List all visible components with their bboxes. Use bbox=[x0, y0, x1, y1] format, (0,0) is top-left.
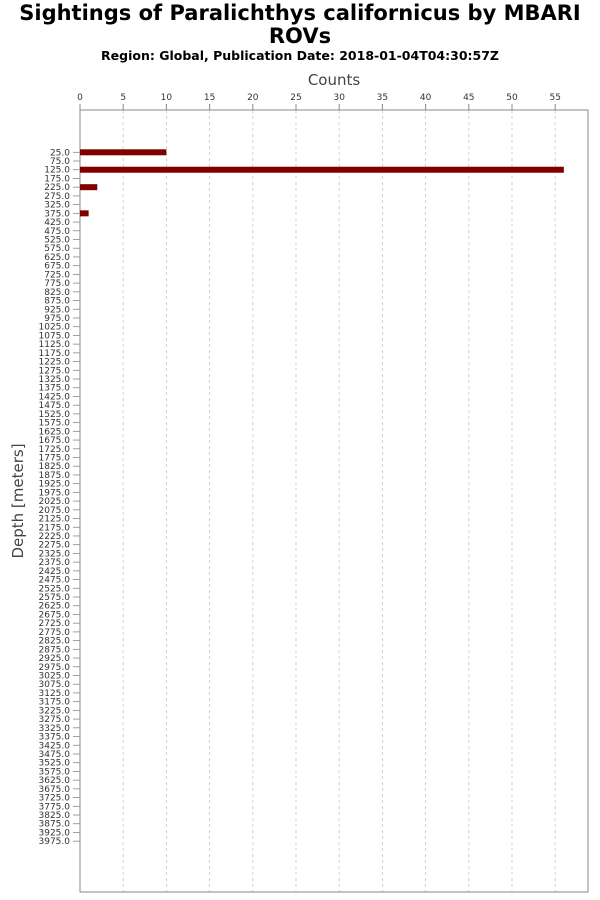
y-tick-label: 1325.0 bbox=[38, 375, 70, 386]
y-tick-label: 3775.0 bbox=[38, 802, 70, 813]
y-tick-label: 3675.0 bbox=[38, 784, 70, 795]
y-tick-label: 3825.0 bbox=[38, 811, 70, 822]
y-tick-label: 3875.0 bbox=[38, 819, 70, 830]
y-tick-label: 2775.0 bbox=[38, 627, 70, 638]
y-tick-label: 2825.0 bbox=[38, 636, 70, 647]
y-tick-label: 3725.0 bbox=[38, 793, 70, 804]
x-tick-label: 15 bbox=[203, 93, 216, 103]
bar-125.0 bbox=[80, 167, 564, 173]
y-tick-label: 2875.0 bbox=[38, 645, 70, 656]
y-tick-label: 1475.0 bbox=[38, 401, 70, 412]
x-tick-label: 0 bbox=[77, 93, 83, 103]
x-tick-label: 30 bbox=[333, 93, 345, 103]
y-tick-label: 3475.0 bbox=[38, 749, 70, 760]
y-tick-label: 2375.0 bbox=[38, 558, 70, 569]
y-tick-label: 325.0 bbox=[44, 200, 70, 211]
y-tick-label: 1525.0 bbox=[38, 409, 70, 420]
y-tick-label: 2575.0 bbox=[38, 593, 70, 604]
y-tick-label: 375.0 bbox=[44, 209, 70, 220]
y-tick-label: 975.0 bbox=[44, 313, 70, 324]
x-tick-label: 55 bbox=[549, 93, 561, 103]
y-tick-label: 3925.0 bbox=[38, 828, 70, 839]
y-tick-label: 1125.0 bbox=[38, 340, 70, 351]
y-tick-label: 3125.0 bbox=[38, 688, 70, 699]
y-tick-label: 3975.0 bbox=[38, 837, 70, 848]
chart-subtitle: Region: Global, Publication Date: 2018-01-04T04:30:57Z bbox=[101, 48, 499, 63]
y-tick-label: 1875.0 bbox=[38, 470, 70, 481]
y-tick-label: 1025.0 bbox=[38, 322, 70, 333]
x-tick-label: 35 bbox=[376, 93, 389, 103]
y-tick-label: 425.0 bbox=[44, 218, 70, 229]
y-tick-label: 2675.0 bbox=[38, 610, 70, 621]
y-tick-label: 1275.0 bbox=[38, 366, 70, 377]
y-tick-label: 3575.0 bbox=[38, 767, 70, 778]
y-tick-label: 1675.0 bbox=[38, 436, 70, 447]
y-tick-label: 2475.0 bbox=[38, 575, 70, 586]
y-tick-label: 575.0 bbox=[44, 244, 70, 255]
x-tick-label: 5 bbox=[120, 93, 127, 103]
x-tick-label: 45 bbox=[463, 93, 475, 103]
y-tick-label: 675.0 bbox=[44, 261, 70, 272]
y-tick-label: 1725.0 bbox=[38, 444, 70, 455]
y-tick-label: 3275.0 bbox=[38, 715, 70, 726]
y-tick-label: 3225.0 bbox=[38, 706, 70, 717]
y-tick-label: 1225.0 bbox=[38, 357, 70, 368]
y-tick-label: 1375.0 bbox=[38, 383, 70, 394]
y-tick-label: 475.0 bbox=[44, 226, 70, 237]
y-tick-label: 1075.0 bbox=[38, 331, 70, 342]
y-tick-label: 2975.0 bbox=[38, 662, 70, 673]
y-tick-label: 3425.0 bbox=[38, 741, 70, 752]
y-tick-label: 75.0 bbox=[49, 157, 70, 168]
y-tick-label: 825.0 bbox=[44, 287, 70, 298]
x-axis-ticks bbox=[77, 93, 561, 110]
x-tick-label: 40 bbox=[419, 93, 432, 103]
y-tick-label: 2725.0 bbox=[38, 619, 70, 630]
y-tick-label: 3325.0 bbox=[38, 723, 70, 734]
y-tick-label: 3525.0 bbox=[38, 758, 70, 769]
y-tick-label: 1625.0 bbox=[38, 427, 70, 438]
y-tick-label: 775.0 bbox=[44, 279, 70, 290]
y-tick-label: 1575.0 bbox=[38, 418, 70, 429]
y-axis-label: Depth [meters] bbox=[9, 443, 27, 559]
y-tick-label: 2275.0 bbox=[38, 540, 70, 551]
y-tick-label: 3075.0 bbox=[38, 680, 70, 691]
y-tick-label: 275.0 bbox=[44, 191, 70, 202]
y-tick-label: 1975.0 bbox=[38, 488, 70, 499]
y-tick-label: 1425.0 bbox=[38, 392, 70, 403]
y-tick-label: 1175.0 bbox=[38, 348, 70, 359]
x-tick-label: 50 bbox=[506, 93, 518, 103]
bar-225.0 bbox=[80, 184, 97, 190]
y-tick-label: 875.0 bbox=[44, 296, 70, 307]
y-tick-label: 625.0 bbox=[44, 252, 70, 263]
y-tick-label: 2925.0 bbox=[38, 654, 70, 665]
grid-lines bbox=[123, 110, 555, 892]
bar-375.0 bbox=[80, 210, 89, 216]
y-tick-label: 125.0 bbox=[44, 165, 70, 176]
y-tick-label: 3175.0 bbox=[38, 697, 70, 708]
y-tick-label: 2625.0 bbox=[38, 601, 70, 612]
y-tick-label: 1925.0 bbox=[38, 479, 70, 490]
y-tick-label: 2225.0 bbox=[38, 531, 70, 542]
chart-title: Sightings of Paralichthys californicus by MBARI ROVs bbox=[19, 1, 581, 48]
y-tick-label: 2175.0 bbox=[38, 523, 70, 534]
x-axis-label: Counts bbox=[307, 71, 361, 89]
y-tick-label: 2075.0 bbox=[38, 505, 70, 516]
x-tick-label: 20 bbox=[247, 93, 259, 103]
y-tick-label: 2525.0 bbox=[38, 584, 70, 595]
y-tick-label: 225.0 bbox=[44, 183, 70, 194]
y-tick-label: 2425.0 bbox=[38, 566, 70, 577]
y-tick-label: 2125.0 bbox=[38, 514, 70, 525]
y-tick-label: 2025.0 bbox=[38, 497, 70, 508]
y-tick-label: 925.0 bbox=[44, 305, 70, 316]
y-tick-label: 1825.0 bbox=[38, 462, 70, 473]
y-tick-label: 3025.0 bbox=[38, 671, 70, 682]
x-tick-label: 10 bbox=[160, 93, 173, 103]
y-tick-label: 725.0 bbox=[44, 270, 70, 281]
y-tick-label: 3625.0 bbox=[38, 776, 70, 787]
bars bbox=[80, 149, 564, 216]
y-tick-label: 175.0 bbox=[44, 174, 70, 185]
y-tick-label: 25.0 bbox=[49, 148, 70, 159]
x-tick-label: 25 bbox=[290, 93, 302, 103]
y-tick-label: 525.0 bbox=[44, 235, 70, 246]
y-tick-label: 2325.0 bbox=[38, 549, 70, 560]
y-axis-ticks bbox=[39, 148, 81, 847]
bar-25.0 bbox=[80, 149, 166, 155]
y-tick-label: 3375.0 bbox=[38, 732, 70, 743]
y-tick-label: 1775.0 bbox=[38, 453, 70, 464]
